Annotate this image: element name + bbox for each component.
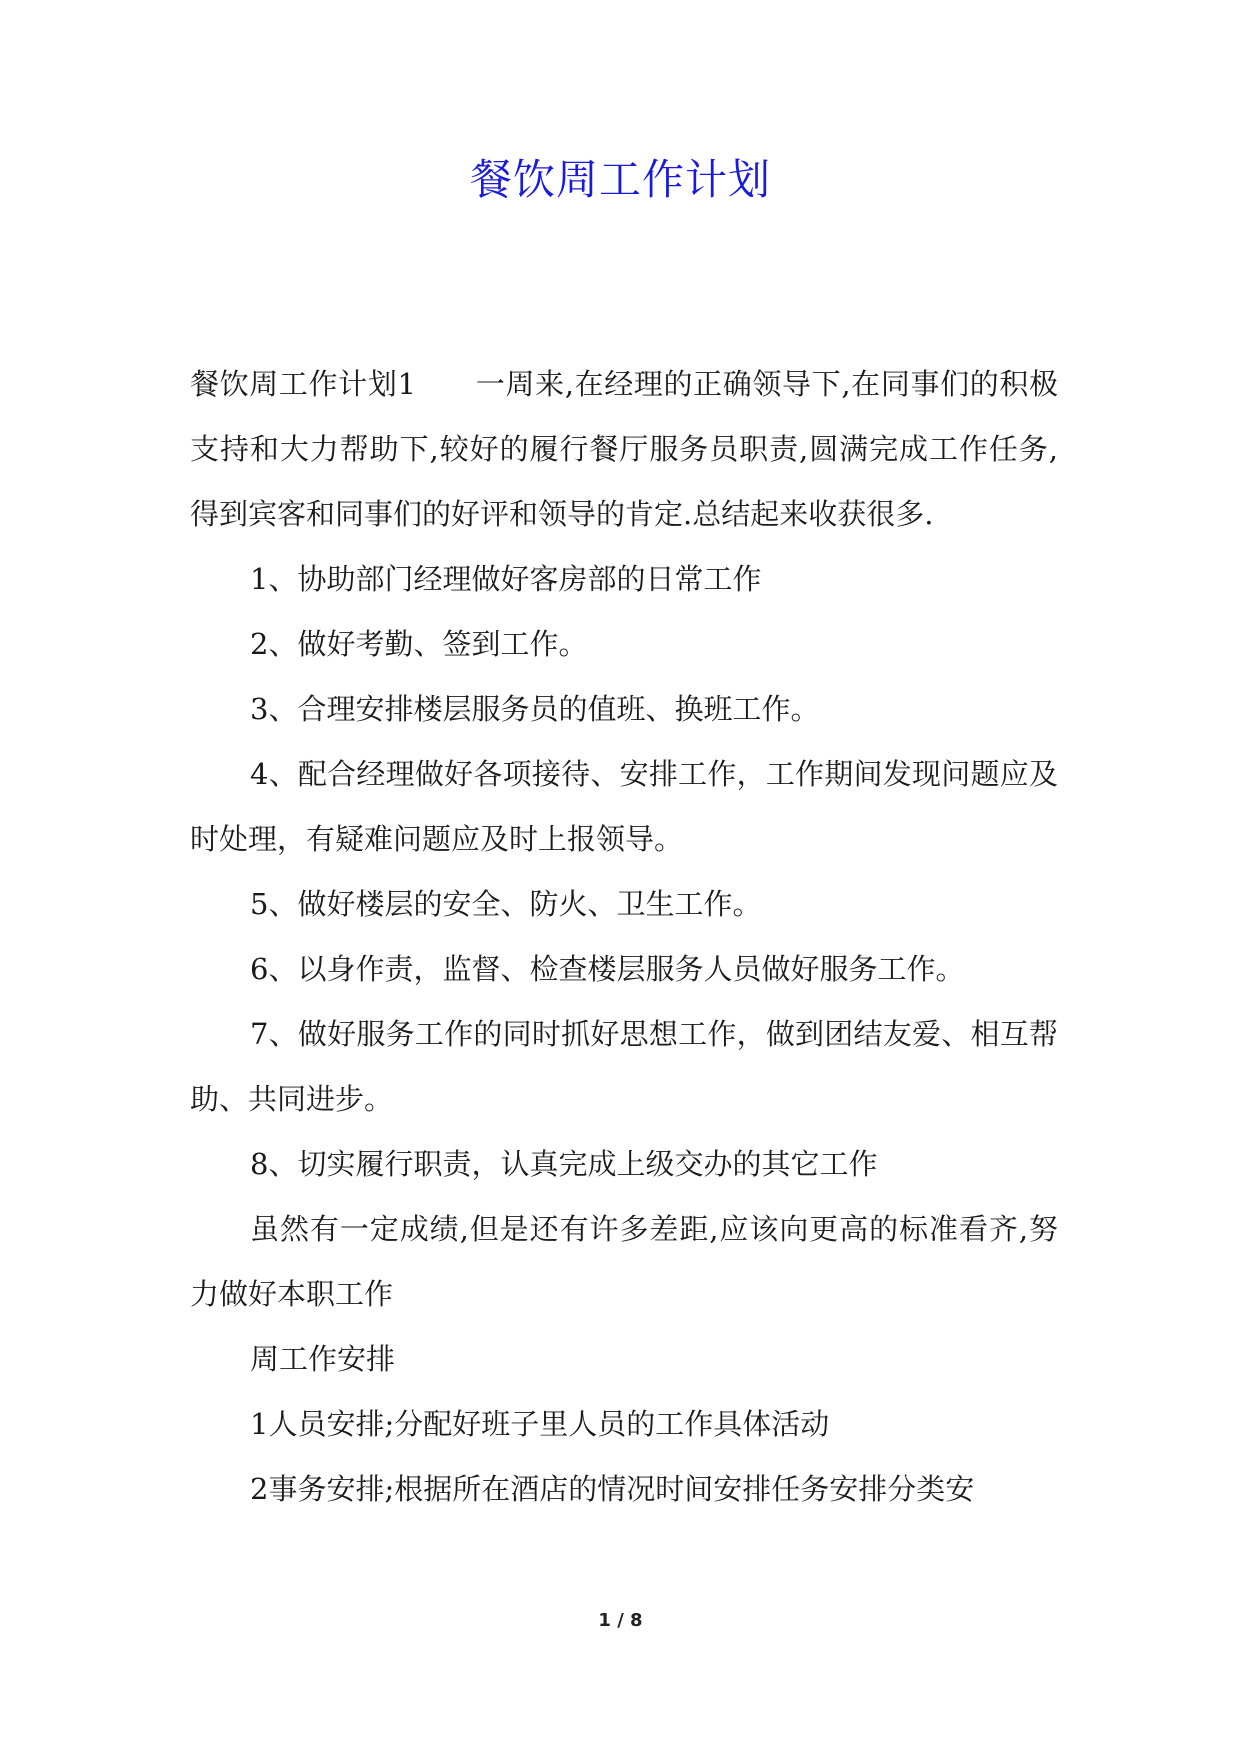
page-number: 1 / 8 (598, 1610, 643, 1631)
list-item: 4、配合经理做好各项接待、安排工作，工作期间发现问题应及时处理，有疑难问题应及时上报领导。 (190, 757, 1058, 856)
paragraph-intro: 餐饮周工作计划1 一周来,在经理的正确领导下,在同事们的积极支持和大力帮助下,较好的履行餐厅服务员职责,圆满完成工作任务,得到宾客和同事们的好评和领导的肯定.总结起来收获很多. (190, 367, 1058, 531)
list-item: 6、以身作责，监督、检查楼层服务人员做好服务工作。 (250, 952, 965, 986)
paragraph-summary: 虽然有一定成绩,但是还有许多差距,应该向更高的标准看齐,努力做好本职工作 (190, 1212, 1058, 1311)
list-item: 5、做好楼层的安全、防火、卫生工作。 (250, 887, 762, 921)
list-item: 7、做好服务工作的同时抓好思想工作，做到团结友爱、相互帮助、共同进步。 (190, 1017, 1058, 1116)
section-heading: 周工作安排 (250, 1342, 396, 1376)
list-item: 2事务安排;根据所在酒店的情况时间安排任务安排分类安 (250, 1472, 975, 1506)
list-item: 1人员安排;分配好班子里人员的工作具体活动 (250, 1407, 830, 1441)
list-item: 3、合理安排楼层服务员的值班、换班工作。 (250, 692, 820, 726)
list-item: 2、做好考勤、签到工作。 (250, 627, 588, 661)
list-item: 1、协助部门经理做好客房部的日常工作 (250, 562, 762, 596)
list-item: 8、切实履行职责，认真完成上级交办的其它工作 (250, 1147, 878, 1181)
document-title: 餐饮周工作计划 (469, 155, 771, 204)
document-body (190, 352, 1058, 1522)
